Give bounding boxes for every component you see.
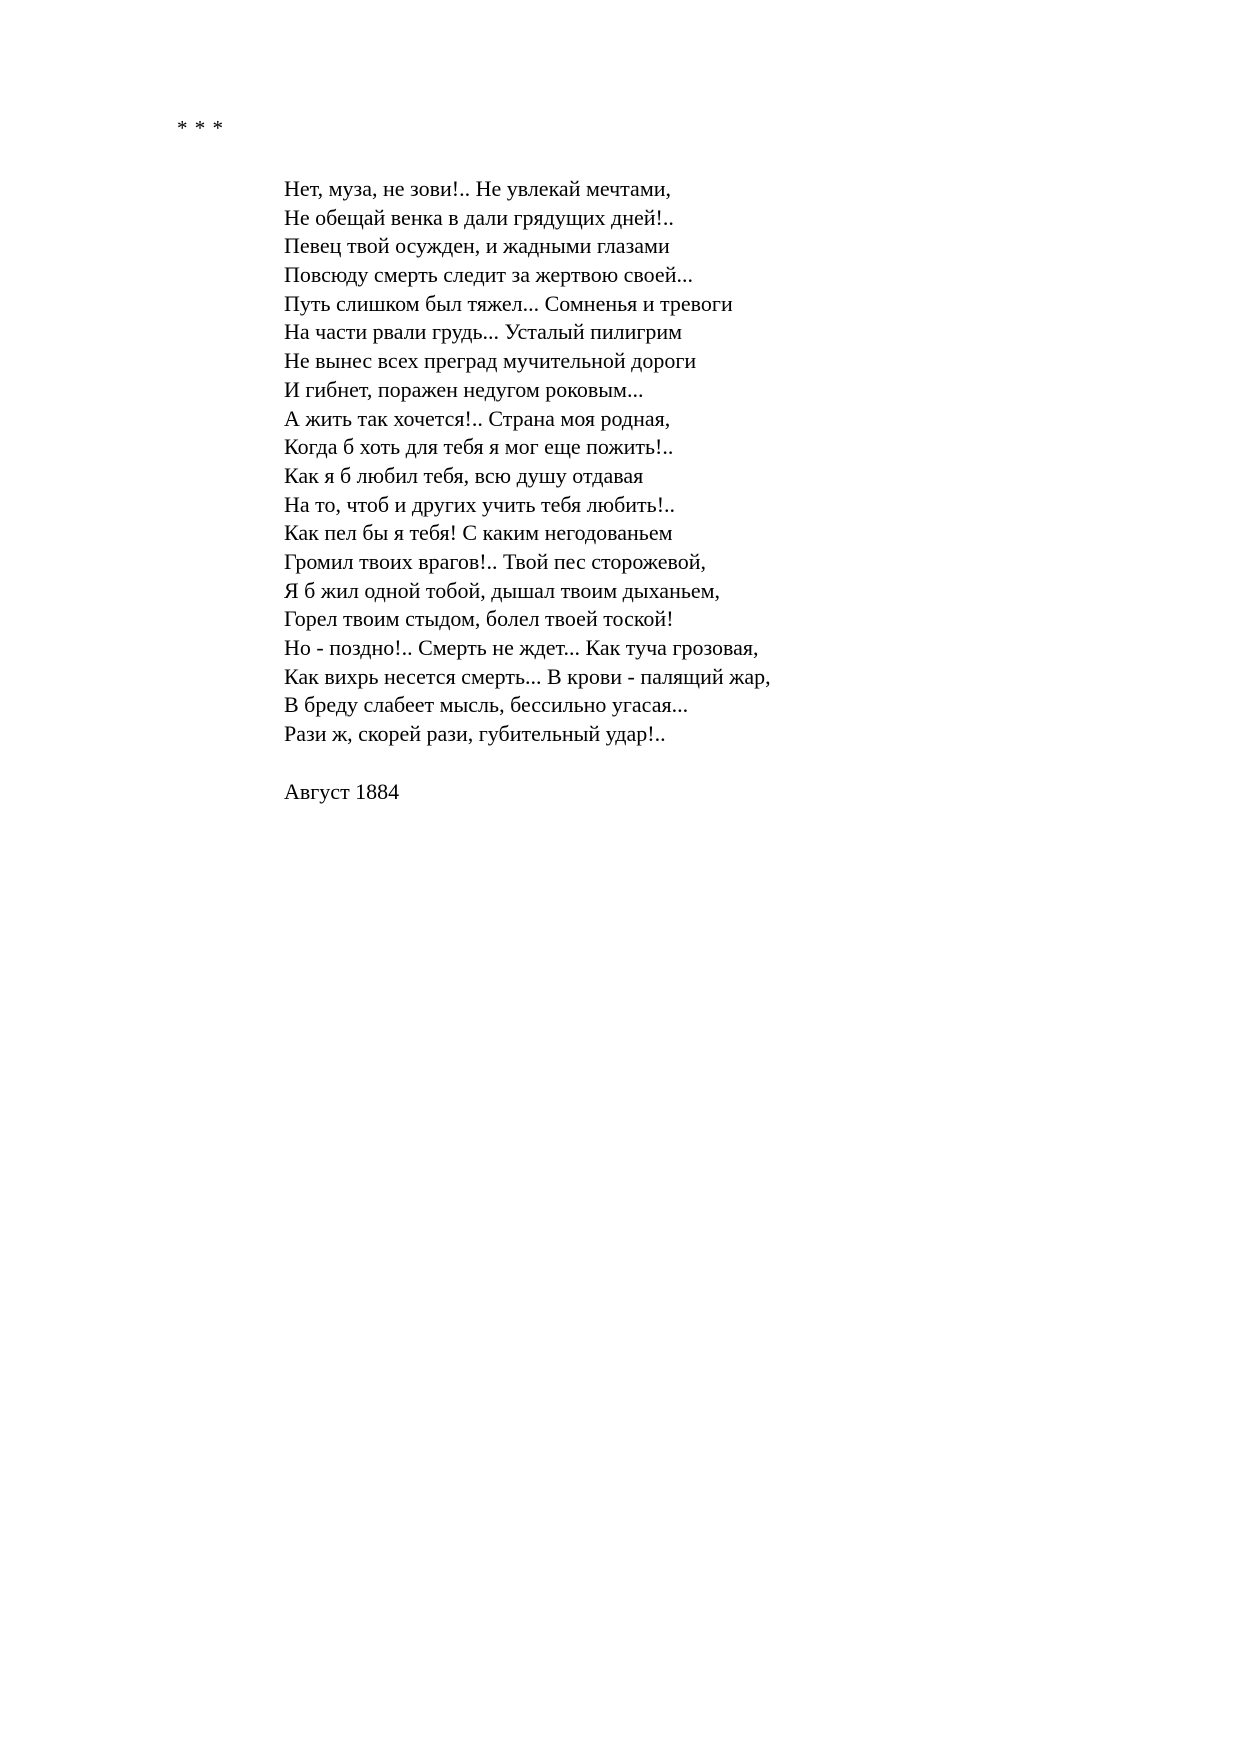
poem-line: И гибнет, поражен недугом роковым...	[284, 376, 644, 402]
poem-line: Когда б хоть для тебя я мог еще пожить!..	[284, 434, 674, 460]
poem-body	[284, 175, 771, 749]
poem-line: Как я б любил тебя, всю душу отдавая	[284, 462, 644, 488]
poem-line: Нет, муза, не зови!.. Не увлекай мечтами,	[284, 176, 672, 201]
poem-line: В бреду слабеет мысль, бессильно угасая...	[284, 692, 689, 718]
poem-line: Рази ж, скорей рази, губительный удар!..	[284, 721, 666, 747]
poem-line: Как пел бы я тебя! С каким негодованьем	[284, 520, 673, 546]
poem-date: Август 1884	[284, 779, 400, 804]
poem-line: Повсюду смерть следит за жертвою своей...	[284, 262, 693, 288]
section-separator: * * *	[177, 116, 224, 140]
poem-line: Не обещай венка в дали грядущих дней!..	[284, 204, 674, 230]
poem-line: А жить так хочется!.. Страна моя родная,	[284, 405, 671, 431]
poem-line: Но - поздно!.. Смерть не ждет... Как туча грозовая,	[284, 635, 759, 660]
poem-line: Не вынес всех преград мучительной дороги	[284, 348, 697, 374]
poem-line: На части рвали грудь... Усталый пилигрим	[284, 319, 683, 345]
poem-line: Громил твоих врагов!.. Твой пес сторожевой,	[284, 548, 706, 574]
poem-line: Певец твой осужден, и жадными глазами	[284, 233, 670, 259]
poem-line: Горел твоим стыдом, болел твоей тоской!	[284, 606, 674, 632]
poem-line: Путь слишком был тяжел... Сомненья и тревоги	[284, 290, 733, 316]
poem-line: Я б жил одной тобой, дышал твоим дыханьем,	[284, 577, 721, 603]
poem-line: На то, чтоб и других учить тебя любить!..	[284, 491, 676, 517]
poem-line: Как вихрь несется смерть... В крови - палящий жар,	[284, 663, 771, 689]
